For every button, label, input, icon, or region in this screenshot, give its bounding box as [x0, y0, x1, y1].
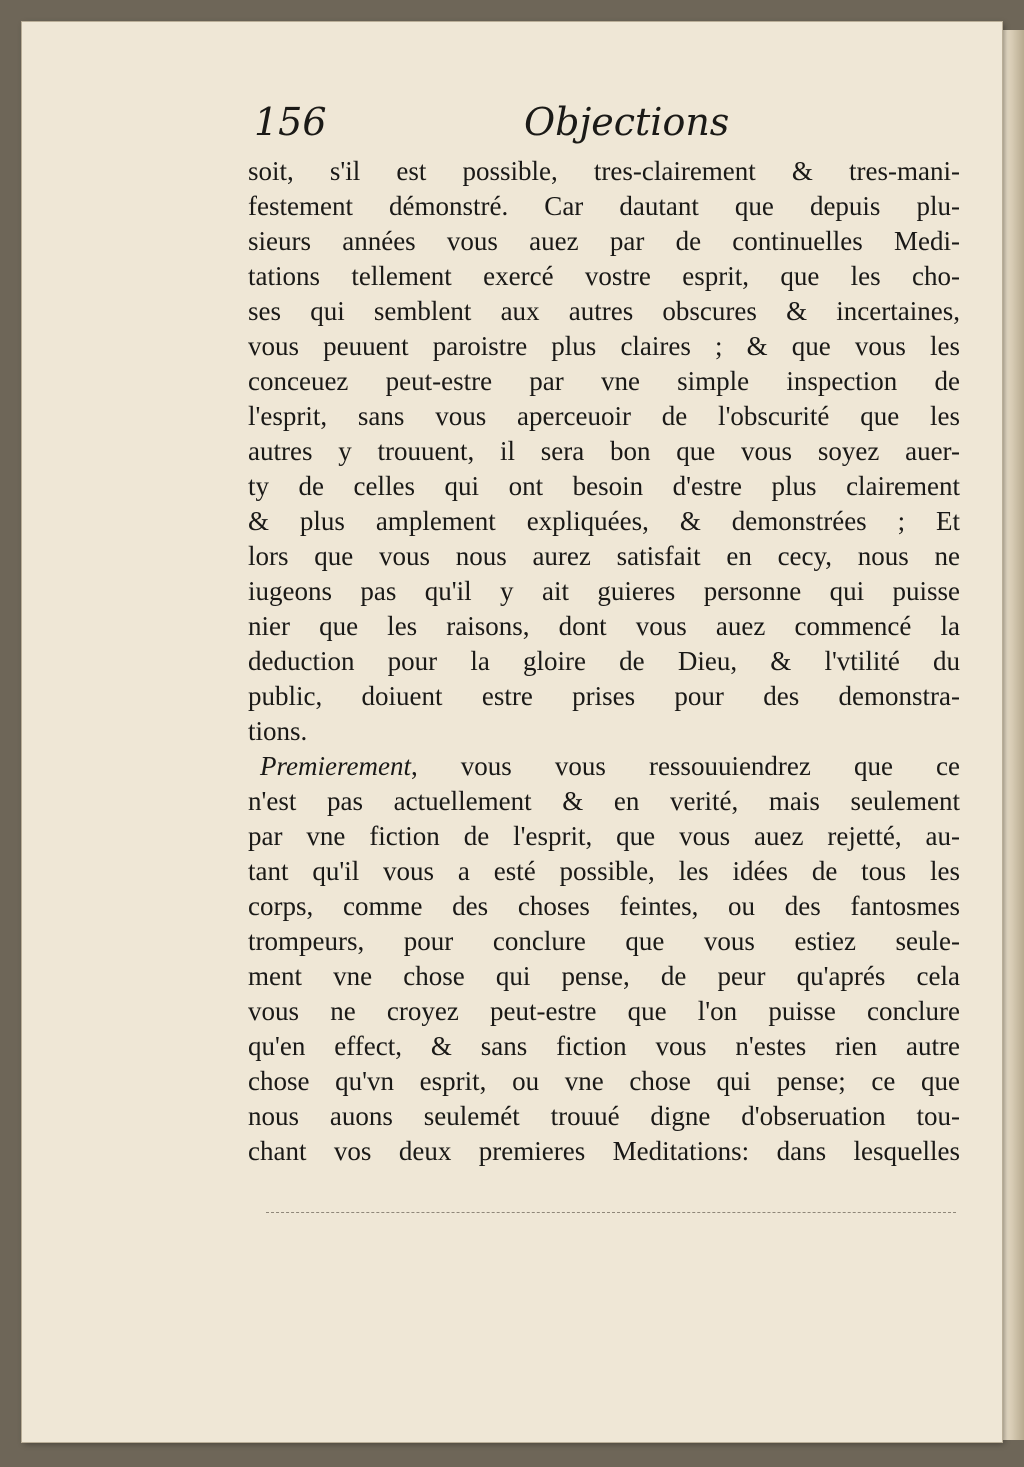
text-line: tant qu'il vous a esté possible, les idées de tous les	[248, 856, 960, 886]
text-line: l'esprit, sans vous aperceuoir de l'obscurité que les	[248, 401, 960, 431]
text-line: & plus amplement expliquées, & demonstrées ; Et	[248, 506, 960, 536]
text-line: nier que les raisons, dont vous auez commencé la	[248, 611, 960, 641]
page-header	[22, 100, 1002, 160]
page-number: 156	[254, 100, 327, 144]
text-line: ty de celles qui ont besoin d'estre plus clairement	[248, 471, 960, 501]
text-line: qu'en effect, & sans fiction vous n'estes rien autre	[248, 1031, 960, 1061]
text-line: n'est pas actuellement & en verité, mais seulement	[248, 786, 960, 816]
text-line: lors que vous nous aurez satisfait en cecy, nous ne	[248, 541, 960, 571]
text-line: tions.	[248, 716, 308, 746]
bottom-rule	[266, 1212, 956, 1213]
text-line: deduction pour la gloire de Dieu, & l'vtilité du	[248, 646, 960, 676]
text-line: iugeons pas qu'il y ait guieres personne qui puisse	[248, 576, 960, 606]
text-line: chant vos deux premieres Meditations: dans lesquelles	[248, 1136, 960, 1166]
text-line: autres y trouuent, il sera bon que vous soyez auer-	[248, 436, 960, 466]
text-line: public, doiuent estre prises pour des demonstra-	[248, 681, 960, 711]
text-line: festement démonstré. Car dautant que depuis plu-	[248, 191, 960, 221]
text-line: chose qu'vn esprit, ou vne chose qui pense; ce que	[248, 1066, 960, 1096]
text-line: tations tellement exercé vostre esprit, que les cho-	[248, 261, 960, 291]
text-line: par vne fiction de l'esprit, que vous auez rejetté, au-	[248, 821, 960, 851]
text-line: vous ne croyez peut-estre que l'on puisse conclure	[248, 996, 960, 1026]
paragraph-2-first-line	[248, 749, 960, 784]
running-head: Objections	[524, 100, 730, 144]
paragraph-2	[248, 749, 960, 1169]
text-line: soit, s'il est possible, tres-clairement & tres-mani-	[248, 156, 960, 186]
lead-in-word: Premierement	[260, 751, 411, 781]
book-page	[22, 22, 1002, 1442]
text-line: nous auons seulemét trouué digne d'obseruation tou-	[248, 1101, 960, 1131]
text-line: vous peuuent paroistre plus claires ; & que vous les	[248, 331, 960, 361]
text-line: trompeurs, pour conclure que vous estiez seule-	[248, 926, 960, 956]
body-text	[248, 154, 960, 1169]
paragraph-1	[248, 154, 960, 749]
text-line: conceuez peut-estre par vne simple inspection de	[248, 366, 960, 396]
text-line: corps, comme des choses feintes, ou des fantosmes	[248, 891, 960, 921]
text-line: ment vne chose qui pense, de peur qu'aprés cela	[248, 961, 960, 991]
text-line: sieurs années vous auez par de continuelles Medi-	[248, 226, 960, 256]
text-line: ses qui semblent aux autres obscures & incertaines,	[248, 296, 960, 326]
first-line-rest: , vous vous ressouuiendrez que ce	[410, 751, 960, 781]
